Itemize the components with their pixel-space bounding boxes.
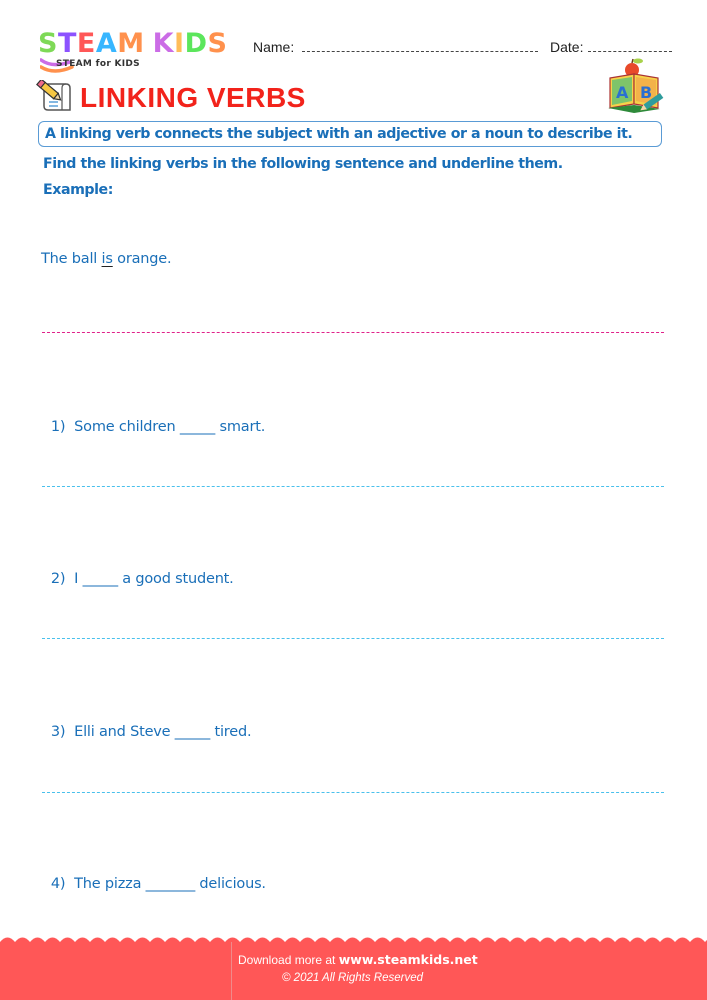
footer-copyright: © 2021 All Rights Reserved [282, 972, 424, 984]
example-divider [42, 332, 664, 333]
example-before: The ball [41, 251, 102, 267]
logo-letter: D [184, 28, 208, 59]
pencil-paper-icon [36, 80, 72, 114]
answer-divider [42, 638, 664, 639]
logo-subtitle: STEAM for KIDS [56, 59, 140, 69]
logo-letter: M [117, 28, 145, 59]
question-number: 3) [50, 724, 66, 740]
name-field[interactable] [302, 51, 538, 52]
question-text: Elli and Steve _____ tired. [74, 724, 252, 740]
answer-divider [42, 486, 664, 487]
example-after: orange. [112, 251, 172, 267]
question-text: Some children _____ smart. [74, 419, 266, 435]
question-text: The pizza _______ delicious. [74, 876, 266, 892]
example-label: Example: [43, 182, 113, 198]
answer-divider [42, 792, 664, 793]
question-2 [42, 555, 234, 587]
footer [0, 942, 707, 1000]
footer-separator [231, 942, 232, 1000]
date-field[interactable] [588, 51, 672, 52]
question-3 [42, 708, 251, 740]
definition-box [38, 121, 662, 147]
page-title: LINKING VERBS [80, 82, 306, 113]
footer-download [238, 952, 478, 967]
question-number: 1) [50, 419, 66, 435]
name-label: Name: [253, 39, 295, 55]
question-number: 4) [50, 876, 66, 892]
logo-letter: K [152, 28, 175, 59]
logo-letter: A [95, 28, 118, 59]
question-4 [42, 860, 266, 892]
logo-letter: I [174, 28, 185, 59]
logo-letter: S [38, 28, 58, 59]
definition-text: A linking verb connects the subject with an adjective or a noun to describe it. [45, 126, 633, 142]
logo-letter: E [76, 28, 96, 59]
example-sentence [41, 251, 171, 267]
instruction-text: Find the linking verbs in the following sentence and underline them. [43, 156, 563, 172]
date-label: Date: [550, 39, 584, 55]
abc-book-icon [604, 58, 668, 114]
footer-download-prefix: Download more at [238, 953, 339, 967]
logo-letter: T [57, 28, 77, 59]
footer-url-link[interactable]: www.steamkids.net [338, 952, 478, 967]
logo-wordmark [38, 30, 227, 58]
question-text: I _____ a good student. [74, 571, 234, 587]
question-1 [42, 403, 265, 435]
question-number: 2) [50, 571, 66, 587]
svg-text:A: A [616, 83, 629, 102]
steam-kids-logo [38, 30, 238, 72]
svg-text:B: B [640, 83, 653, 102]
example-verb: is [101, 251, 113, 267]
logo-letter: S [207, 28, 228, 59]
